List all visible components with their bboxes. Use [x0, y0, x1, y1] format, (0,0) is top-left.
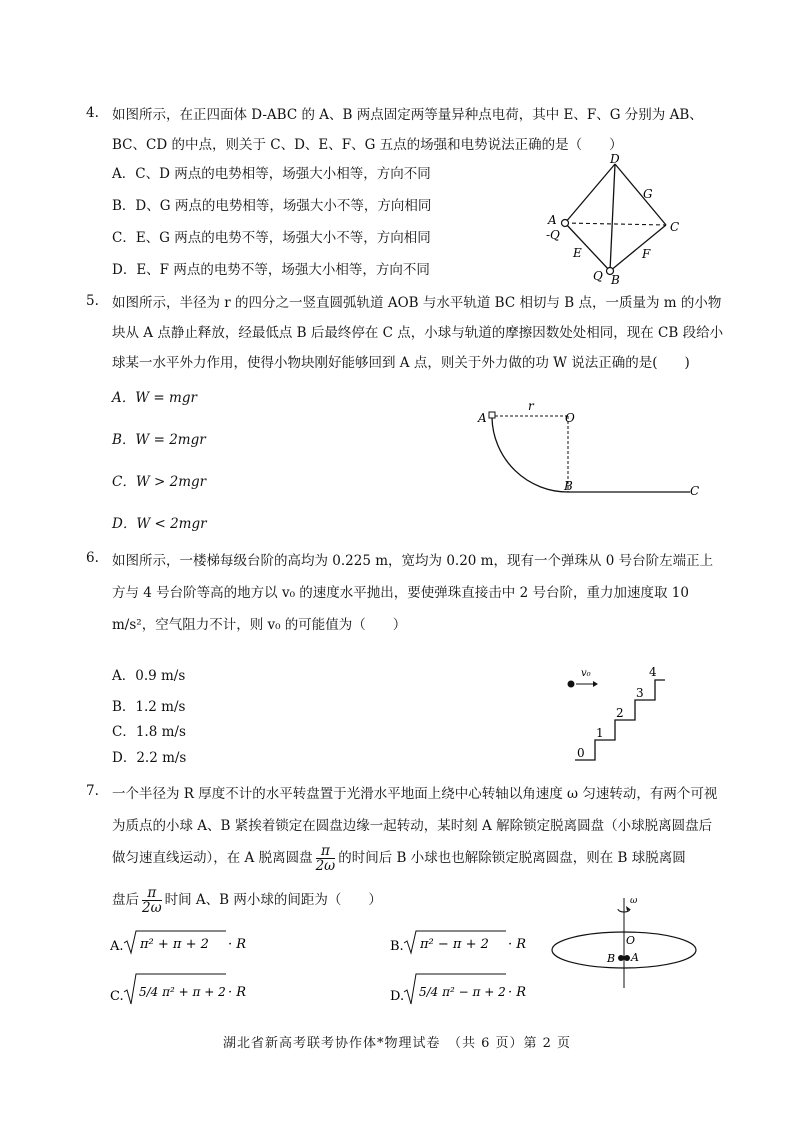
label-a: A	[631, 951, 639, 964]
step-4: 4	[649, 665, 657, 679]
option-a: A．W = mgr	[112, 390, 197, 406]
label-o: O	[565, 411, 575, 425]
stem-part-c: 盘后	[112, 892, 139, 908]
option-b: B．D、G 两点的电势相等，场强大小不等，方向相同	[112, 198, 432, 214]
step-0: 0	[577, 746, 585, 760]
label-c: C	[690, 484, 700, 498]
option-b-letter: B.	[390, 939, 404, 954]
option-b: B．W = 2mgr	[112, 432, 206, 448]
option-a-letter: A.	[110, 939, 124, 954]
page-footer: 湖北省新高考联考协作体*物理试卷 （共 6 页）第 2 页	[222, 1036, 572, 1051]
label-a: A	[478, 411, 487, 425]
label-v0: v₀	[581, 668, 591, 679]
step-1: 1	[596, 726, 604, 740]
label-q: Q	[593, 269, 603, 283]
question-6	[86, 545, 726, 641]
option-d-tail: · R	[508, 985, 527, 1000]
option-c-radicand: 5/4 π² + π + 2	[139, 985, 226, 999]
turntable-figure	[546, 892, 706, 992]
arc-track-figure	[470, 398, 710, 500]
question-stem: 如图所示，半径为 r 的四分之一竖直圆弧轨道 AOB 与水平轨道 BC 相切与 B 点，一质量为 m 的小物块从 A 点静止释放，经最低点 B 后最终停在 C 点，小球与轨道的摩擦因数处处相同，现在 CB 段给小球某一水平外力作用，使得小物块刚好能够回到 A 点，则关于外力做的功 W 说法正确的是( )	[112, 295, 724, 371]
option-a-tail: · R	[228, 937, 247, 952]
q7-options	[108, 926, 548, 1010]
step-2: 2	[616, 706, 624, 720]
label-c: C	[670, 220, 680, 234]
stem-part-d: 时间 A、B 两小球的间距为（ ）	[164, 892, 382, 908]
label-a: A	[548, 213, 557, 227]
fraction-denominator: 2ω	[315, 858, 336, 874]
label-b: B	[607, 952, 616, 965]
option-d: D．2.2 m/s	[112, 750, 187, 766]
option-b-radicand: π² − π + 2	[420, 937, 489, 952]
option-a: A．C、D 两点的电势相等，场强大小相等，方向不同	[112, 166, 431, 182]
question-number: 7.	[86, 783, 99, 799]
fraction-numerator: π	[316, 844, 336, 859]
option-c-letter: C.	[110, 989, 124, 1004]
question-number: 5.	[86, 293, 99, 309]
label-e: E	[573, 246, 582, 260]
step-3: 3	[636, 686, 644, 700]
staircase-figure	[555, 660, 675, 764]
question-number: 4.	[86, 105, 99, 121]
label-b: B	[611, 273, 620, 287]
option-c-tail: · R	[228, 985, 247, 1000]
option-d-letter: D.	[390, 989, 405, 1004]
question-stem	[112, 778, 724, 874]
fraction-numerator: π	[142, 886, 162, 901]
option-c: C．W > 2mgr	[112, 474, 207, 490]
question-7	[86, 778, 726, 874]
label-b: B	[564, 479, 573, 493]
question-stem: 如图所示，一楼梯每级台阶的高均为 0.225 m，宽均为 0.20 m，现有一个弹珠从 0 号台阶左端正上方与 4 号台阶等高的地方以 v₀ 的速度水平抛出，要使弹珠直接击中 2 号台阶，重力加速度取 10 m/s²，空气阻力不计，则 v₀ 的可能值为（ ）	[112, 553, 714, 633]
stem-part-a: 一个半径为 R 厚度不计的水平转盘置于光滑水平地面上绕中心转轴以角速度 ω 匀速转动，有两个可视为质点的小球 A、B 紧挨着锁定在圆盘边缘一起转动，某时刻 A 解除锁定脱离圆盘（小球脱离圆盘后做匀速直线运动），在 A 脱离圆盘	[112, 786, 718, 866]
fraction-denominator: 2ω	[142, 900, 162, 916]
option-a: A．0.9 m/s	[112, 668, 186, 684]
label-o: O	[626, 934, 636, 947]
label-f: F	[642, 247, 651, 261]
question-stem: 如图所示，在正四面体 D-ABC 的 A、B 两点固定两等量异种点电荷，其中 E、F、G 分别为 AB、BC、CD 的中点，则关于 C、D、E、F、G 五点的场强和电势说法正确的是（ ）	[112, 107, 703, 153]
option-c: C．1.8 m/s	[112, 724, 186, 740]
label-omega: ω	[630, 896, 638, 906]
option-b: B．1.2 m/s	[112, 699, 186, 715]
option-d: D．W < 2mgr	[112, 516, 207, 532]
question-number: 6.	[86, 550, 99, 566]
option-c: C．E、G 两点的电势不等，场强大小不等，方向相同	[112, 230, 431, 246]
tetrahedron-figure	[540, 152, 690, 287]
question-4	[86, 100, 726, 160]
option-a-radicand: π² + π + 2	[140, 937, 209, 952]
stem-second-line	[112, 885, 382, 915]
option-d: D．E、F 两点的电势不等，场强大小相等，方向不同	[112, 262, 430, 278]
stem-part-b: 的时间后 B 小球也也解除锁定脱离圆盘，则在 B 球脱离圆	[338, 850, 686, 866]
fraction-pi-over-2omega	[142, 886, 162, 915]
option-b-tail: · R	[508, 937, 527, 952]
fraction-pi-over-2omega	[316, 844, 336, 873]
label-g: G	[643, 187, 653, 201]
label-r: r	[528, 399, 534, 413]
option-d-radicand: 5/4 π² − π + 2	[419, 985, 506, 999]
question-5	[86, 288, 726, 378]
label-neg-q: -Q	[546, 228, 560, 242]
label-d: D	[610, 152, 620, 166]
